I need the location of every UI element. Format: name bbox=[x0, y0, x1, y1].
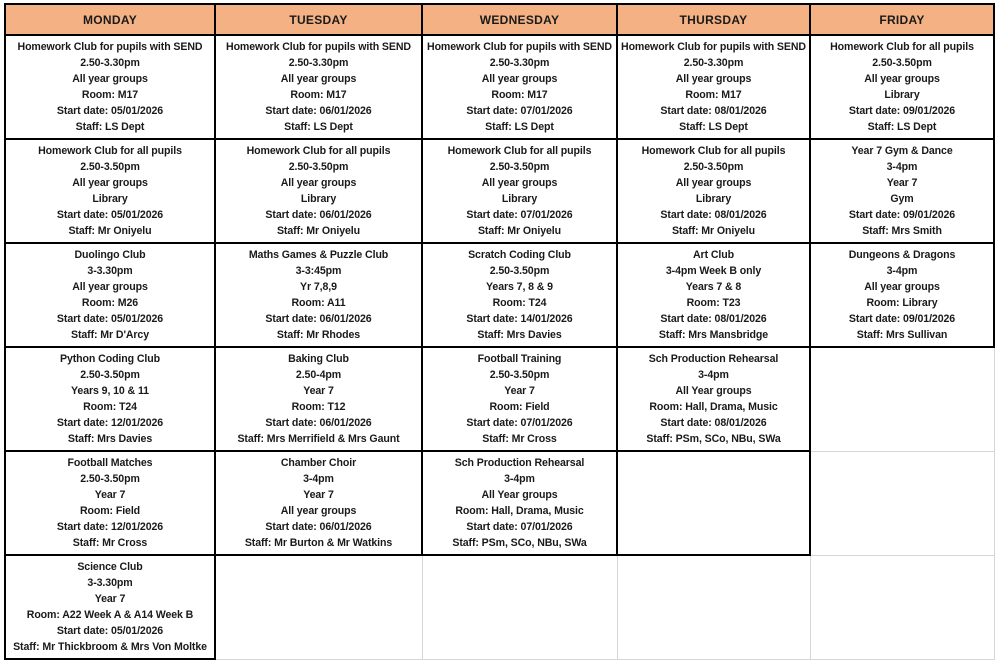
timetable-row bbox=[5, 555, 994, 659]
club-detail: Years 7, 8 & 9 bbox=[486, 281, 553, 293]
club-detail: Start date: 09/01/2026 bbox=[848, 105, 956, 117]
club-detail: Start date: 06/01/2026 bbox=[265, 209, 372, 221]
club-detail: Start date: 09/01/2026 bbox=[848, 209, 956, 221]
club-cell[interactable] bbox=[215, 35, 422, 139]
club-detail: Start date: 05/01/2026 bbox=[56, 313, 164, 325]
club-detail: 2.50-4pm bbox=[295, 369, 342, 381]
club-detail: Year 7 bbox=[303, 489, 334, 501]
club-cell[interactable] bbox=[5, 243, 215, 347]
club-detail: 3-3:45pm bbox=[295, 265, 342, 277]
club-detail: Room: Field bbox=[79, 505, 141, 517]
club-detail: All year groups bbox=[280, 177, 357, 189]
club-detail: 2.50-3.30pm bbox=[489, 57, 550, 69]
club-detail: 3-4pm Week B only bbox=[665, 265, 762, 277]
club-detail: Staff: Mr Oniyelu bbox=[276, 225, 361, 237]
club-cell[interactable] bbox=[422, 35, 617, 139]
timetable-row bbox=[5, 35, 994, 139]
club-detail: Room: M17 bbox=[290, 89, 347, 101]
club-cell[interactable] bbox=[5, 139, 215, 243]
club-detail: Staff: PSm, SCo, NBu, SWa bbox=[646, 433, 781, 445]
header-row bbox=[5, 4, 994, 35]
timetable-row bbox=[5, 243, 994, 347]
club-detail: All Year groups bbox=[675, 385, 752, 397]
club-detail: 2.50-3.50pm bbox=[489, 369, 550, 381]
club-detail: Library bbox=[92, 193, 128, 205]
club-detail: All year groups bbox=[481, 73, 558, 85]
timetable-row bbox=[5, 451, 994, 555]
club-title: Homework Club for all pupils bbox=[246, 145, 391, 157]
clubs-timetable bbox=[4, 3, 995, 660]
club-title: Science Club bbox=[77, 561, 143, 573]
club-detail: Start date: 08/01/2026 bbox=[660, 105, 767, 117]
club-title: Football Training bbox=[477, 353, 562, 365]
club-detail: 3-4pm bbox=[886, 265, 918, 277]
club-detail: Start date: 09/01/2026 bbox=[848, 313, 956, 325]
club-detail: Start date: 06/01/2026 bbox=[265, 417, 372, 429]
club-cell[interactable] bbox=[617, 35, 810, 139]
club-detail: Staff: LS Dept bbox=[75, 121, 145, 133]
club-detail: Staff: Mr Burton & Mr Watkins bbox=[244, 537, 393, 549]
club-detail: All year groups bbox=[675, 73, 752, 85]
club-cell[interactable] bbox=[422, 139, 617, 243]
club-detail: 2.50-3.50pm bbox=[80, 161, 140, 173]
club-title: Homework Club for pupils with SEND bbox=[17, 41, 203, 53]
club-detail: Room: A22 Week A & A14 Week B bbox=[26, 609, 194, 621]
club-detail: Room: M17 bbox=[685, 89, 742, 101]
club-detail: Start date: 07/01/2026 bbox=[466, 209, 573, 221]
club-detail: Staff: Mrs Smith bbox=[862, 225, 942, 237]
club-cell[interactable] bbox=[5, 451, 215, 555]
club-cell[interactable] bbox=[215, 347, 422, 451]
club-detail: Years 9, 10 & 11 bbox=[71, 385, 149, 397]
club-detail: All year groups bbox=[72, 281, 148, 293]
club-cell[interactable] bbox=[215, 139, 422, 243]
club-detail: Start date: 06/01/2026 bbox=[265, 313, 372, 325]
club-title: Year 7 Gym & Dance bbox=[851, 145, 953, 157]
day-header-monday[interactable]: MONDAY bbox=[5, 4, 215, 35]
club-detail: Staff: Mr D'Arcy bbox=[70, 329, 150, 341]
club-title: Duolingo Club bbox=[74, 249, 146, 261]
club-detail: Start date: 12/01/2026 bbox=[56, 417, 164, 429]
club-detail: Start date: 06/01/2026 bbox=[265, 521, 372, 533]
club-cell[interactable] bbox=[5, 555, 215, 659]
club-detail: Library bbox=[501, 193, 538, 205]
club-cell[interactable] bbox=[617, 139, 810, 243]
club-detail: Room: M17 bbox=[491, 89, 548, 101]
club-detail: Yr 7,8,9 bbox=[300, 281, 337, 293]
club-title: Homework Club for all pupils bbox=[830, 41, 974, 53]
timetable-body bbox=[5, 35, 994, 659]
club-detail: 3-4pm bbox=[303, 473, 334, 485]
club-detail: Room: T24 bbox=[83, 401, 137, 413]
club-title: Sch Production Rehearsal bbox=[454, 457, 585, 469]
club-detail: Room: A11 bbox=[291, 297, 346, 309]
club-detail: 2.50-3.30pm bbox=[683, 57, 744, 69]
club-detail: 3-3.30pm bbox=[87, 577, 133, 589]
club-detail: Start date: 08/01/2026 bbox=[660, 417, 767, 429]
club-detail: 2.50-3.50pm bbox=[872, 57, 932, 69]
club-detail: All year groups bbox=[72, 177, 148, 189]
day-header-tuesday[interactable]: TUESDAY bbox=[215, 4, 422, 35]
club-detail: Start date: 12/01/2026 bbox=[56, 521, 164, 533]
club-detail: Staff: Mr Oniyelu bbox=[68, 225, 152, 237]
club-detail: All Year groups bbox=[481, 489, 558, 501]
club-detail: 3-4pm bbox=[504, 473, 535, 485]
club-title: Chamber Choir bbox=[280, 457, 357, 469]
club-title: Homework Club for pupils with SEND bbox=[427, 41, 612, 53]
club-detail: Gym bbox=[890, 193, 914, 205]
club-title: Homework Club for all pupils bbox=[447, 145, 592, 157]
club-title: Sch Production Rehearsal bbox=[648, 353, 779, 365]
club-detail: Year 7 bbox=[504, 385, 535, 397]
club-title: Scratch Coding Club bbox=[468, 249, 571, 261]
club-title: Football Matches bbox=[67, 457, 153, 469]
club-detail: Staff: Mrs Mansbridge bbox=[658, 329, 769, 341]
club-detail: Staff: Mr Cross bbox=[482, 433, 557, 445]
club-detail: 2.50-3.50pm bbox=[489, 161, 550, 173]
club-detail: 3-3.30pm bbox=[87, 265, 133, 277]
club-detail: Year 7 bbox=[886, 177, 918, 189]
club-cell[interactable] bbox=[422, 347, 617, 451]
club-detail: All year groups bbox=[481, 177, 558, 189]
club-detail: Staff: LS Dept bbox=[679, 121, 748, 133]
empty-cell[interactable] bbox=[617, 555, 810, 659]
club-detail: Staff: Mrs Merrifield & Mrs Gaunt bbox=[237, 433, 400, 445]
club-detail: Start date: 05/01/2026 bbox=[56, 105, 164, 117]
club-detail: Staff: LS Dept bbox=[867, 121, 937, 133]
club-cell[interactable] bbox=[215, 451, 422, 555]
club-detail: Library bbox=[695, 193, 732, 205]
club-title: Dungeons & Dragons bbox=[848, 249, 956, 261]
club-detail: Staff: LS Dept bbox=[485, 121, 554, 133]
club-cell[interactable] bbox=[617, 347, 810, 451]
club-detail: Staff: Mr Oniyelu bbox=[671, 225, 756, 237]
club-detail: Start date: 06/01/2026 bbox=[265, 105, 372, 117]
club-title: Baking Club bbox=[288, 353, 349, 365]
club-detail: Staff: Mr Cross bbox=[72, 537, 148, 549]
club-title: Art Club bbox=[693, 249, 734, 261]
club-detail: Room: T12 bbox=[291, 401, 346, 413]
club-detail: Room: Hall, Drama, Music bbox=[455, 505, 584, 517]
club-cell[interactable] bbox=[810, 139, 994, 243]
timetable-row bbox=[5, 139, 994, 243]
empty-cell[interactable] bbox=[422, 555, 617, 659]
club-detail: Year 7 bbox=[94, 593, 126, 605]
club-detail: All year groups bbox=[864, 73, 940, 85]
club-cell[interactable] bbox=[422, 243, 617, 347]
empty-cell[interactable] bbox=[215, 555, 422, 659]
club-detail: 2.50-3.50pm bbox=[80, 369, 140, 381]
club-detail: Library bbox=[300, 193, 337, 205]
club-detail: Start date: 14/01/2026 bbox=[466, 313, 573, 325]
club-detail: Staff: Mrs Davies bbox=[477, 329, 562, 341]
club-detail: 3-4pm bbox=[886, 161, 918, 173]
club-detail: Start date: 05/01/2026 bbox=[56, 209, 164, 221]
empty-cell[interactable] bbox=[810, 347, 994, 451]
club-detail: Staff: PSm, SCo, NBu, SWa bbox=[452, 537, 587, 549]
empty-cell[interactable] bbox=[810, 451, 994, 555]
club-detail: Staff: Mrs Sullivan bbox=[856, 329, 948, 341]
club-title: Homework Club for all pupils bbox=[38, 145, 182, 157]
club-detail: All year groups bbox=[280, 505, 357, 517]
club-detail: Start date: 07/01/2026 bbox=[466, 521, 573, 533]
club-detail: Start date: 07/01/2026 bbox=[466, 417, 573, 429]
club-detail: Year 7 bbox=[94, 489, 126, 501]
club-detail: Staff: LS Dept bbox=[284, 121, 353, 133]
day-header-friday[interactable]: FRIDAY bbox=[810, 4, 994, 35]
club-cell[interactable] bbox=[810, 243, 994, 347]
empty-club-cell[interactable] bbox=[617, 451, 810, 555]
club-title: Homework Club for all pupils bbox=[641, 145, 786, 157]
day-header-thursday[interactable]: THURSDAY bbox=[617, 4, 810, 35]
club-detail: Room: Library bbox=[866, 297, 938, 309]
club-title: Homework Club for pupils with SEND bbox=[621, 41, 806, 53]
club-detail: Start date: 07/01/2026 bbox=[466, 105, 573, 117]
club-detail: 2.50-3.30pm bbox=[80, 57, 140, 69]
club-detail: Room: M17 bbox=[81, 89, 139, 101]
club-title: Python Coding Club bbox=[60, 353, 160, 365]
club-detail: All year groups bbox=[280, 73, 357, 85]
timetable-row bbox=[5, 347, 994, 451]
club-detail: Room: T24 bbox=[492, 297, 547, 309]
club-cell[interactable] bbox=[422, 451, 617, 555]
club-detail: 2.50-3.50pm bbox=[683, 161, 744, 173]
empty-cell[interactable] bbox=[810, 555, 994, 659]
club-detail: Staff: Mr Rhodes bbox=[276, 329, 361, 341]
club-detail: Room: Hall, Drama, Music bbox=[649, 401, 778, 413]
club-detail: All year groups bbox=[72, 73, 148, 85]
club-cell[interactable] bbox=[215, 243, 422, 347]
club-cell[interactable] bbox=[5, 35, 215, 139]
club-detail: 2.50-3.30pm bbox=[288, 57, 349, 69]
club-title: Homework Club for pupils with SEND bbox=[226, 41, 411, 53]
club-detail: Start date: 05/01/2026 bbox=[56, 625, 164, 637]
club-detail: Years 7 & 8 bbox=[685, 281, 742, 293]
club-detail: Room: M26 bbox=[81, 297, 139, 309]
club-detail: Library bbox=[884, 89, 920, 101]
club-detail: All year groups bbox=[675, 177, 752, 189]
club-detail: Staff: Mr Thickbroom & Mrs Von Moltke bbox=[13, 641, 207, 653]
day-header-wednesday[interactable]: WEDNESDAY bbox=[422, 4, 617, 35]
club-detail: Room: T23 bbox=[686, 297, 741, 309]
club-cell[interactable] bbox=[810, 35, 994, 139]
club-detail: Start date: 08/01/2026 bbox=[660, 313, 767, 325]
club-cell[interactable] bbox=[617, 243, 810, 347]
club-detail: Staff: Mr Oniyelu bbox=[477, 225, 562, 237]
club-detail: 3-4pm bbox=[698, 369, 729, 381]
club-cell[interactable] bbox=[5, 347, 215, 451]
club-detail: 2.50-3.50pm bbox=[489, 265, 550, 277]
club-detail: Year 7 bbox=[303, 385, 334, 397]
club-title: Maths Games & Puzzle Club bbox=[248, 249, 389, 261]
club-detail: 2.50-3.50pm bbox=[288, 161, 349, 173]
club-detail: Start date: 08/01/2026 bbox=[660, 209, 767, 221]
club-detail: Staff: Mrs Davies bbox=[67, 433, 153, 445]
club-detail: 2.50-3.50pm bbox=[80, 473, 140, 485]
club-detail: Room: Field bbox=[489, 401, 550, 413]
club-detail: All year groups bbox=[864, 281, 940, 293]
